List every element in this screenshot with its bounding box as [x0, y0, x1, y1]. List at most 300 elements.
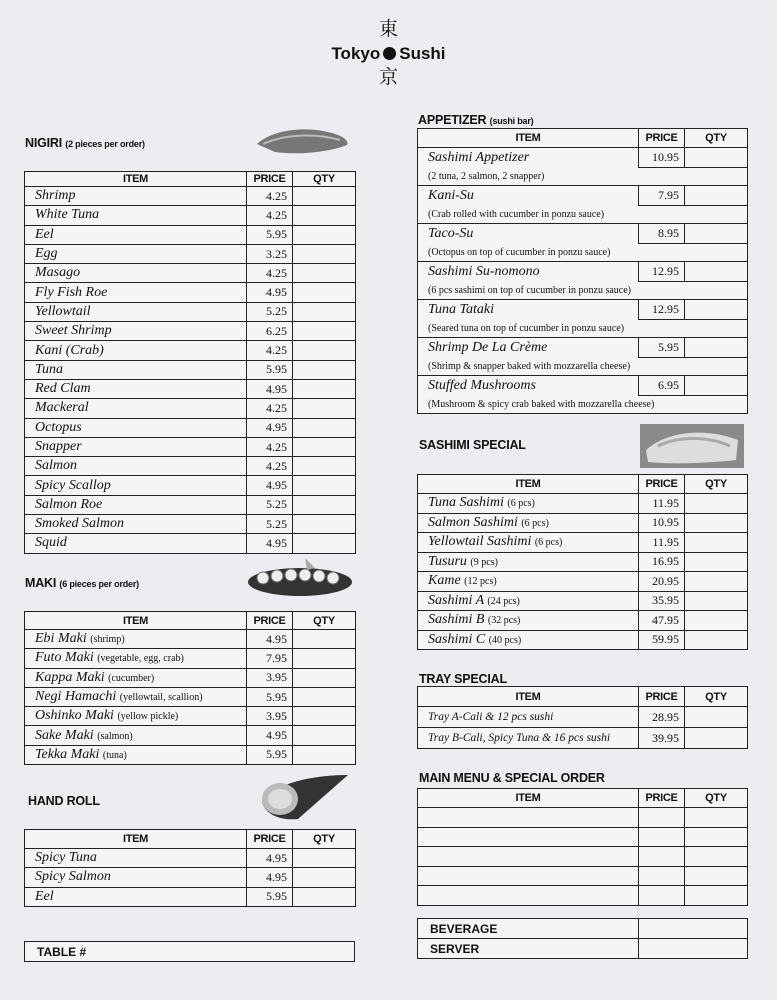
nigiri-row [25, 341, 356, 360]
qty-field[interactable] [685, 186, 748, 206]
item-price: 5.95 [247, 225, 293, 244]
nigiri-row [25, 534, 356, 553]
item-name-cell [418, 494, 639, 514]
item-price: 7.95 [639, 186, 685, 206]
qty-field[interactable] [293, 687, 356, 706]
nigiri-title: NIGIRI (2 pieces per order) [25, 136, 145, 150]
qty-field[interactable] [293, 849, 356, 868]
price-field[interactable] [639, 886, 685, 906]
qty-field[interactable] [685, 262, 748, 282]
qty-field[interactable] [293, 225, 356, 244]
qty-field[interactable] [293, 707, 356, 726]
appetizer-row [418, 224, 748, 244]
item-name-cell [25, 849, 247, 868]
hand-roll-title: HAND ROLL [28, 794, 100, 808]
item-description: (Shrimp & snapper baked with mozzarella cheese) [418, 358, 748, 376]
qty-field[interactable] [685, 552, 748, 572]
item-field[interactable] [418, 808, 639, 828]
item-name: Tray B-Cali, Spicy Tuna & 16 pcs sushi [428, 732, 611, 744]
item-price: 4.95 [247, 868, 293, 887]
tray-row [418, 728, 748, 749]
item-price: 5.25 [247, 302, 293, 321]
item-price: 8.95 [639, 224, 685, 244]
item-price: 11.95 [639, 494, 685, 514]
qty-field[interactable] [293, 868, 356, 887]
item-name-cell [418, 591, 639, 611]
item-price: 7.95 [247, 649, 293, 668]
appetizer-desc-row [418, 244, 748, 262]
nigiri-row [25, 244, 356, 263]
nigiri-row [25, 187, 356, 206]
nigiri-row [25, 515, 356, 534]
item-field[interactable] [418, 866, 639, 886]
item-note: (6 pcs) [534, 537, 563, 549]
col-price: PRICE [639, 789, 685, 808]
sashimi-row [418, 552, 748, 572]
item-price: 5.95 [247, 887, 293, 906]
item-note: (salmon) [97, 730, 133, 742]
qty-field[interactable] [685, 827, 748, 847]
blank-order-row [418, 827, 748, 847]
item-name: Octopus [35, 419, 82, 435]
item-description: (Octopus on top of cucumber in ponzu sauce) [418, 244, 748, 262]
price-field[interactable] [639, 847, 685, 867]
restaurant-name [0, 42, 777, 66]
item-name: Fly Fish Roe [35, 284, 108, 300]
item-name-cell [25, 225, 247, 244]
qty-field[interactable] [685, 148, 748, 168]
item-name: Egg [35, 246, 58, 262]
item-note: (32 pcs) [487, 615, 521, 627]
sashimi-row [418, 572, 748, 592]
item-name: Tekka Maki [35, 746, 100, 762]
item-name-cell [25, 534, 247, 553]
item-name: White Tuna [35, 207, 100, 223]
item-name-cell [25, 630, 247, 649]
sashimi-special-table [417, 474, 748, 650]
nigiri-row [25, 437, 356, 456]
item-name: Squid [35, 535, 67, 551]
item-price: 10.95 [639, 148, 685, 168]
item-name: Tuna Tataki [418, 300, 639, 320]
item-description: (2 tuna, 2 salmon, 2 snapper) [418, 168, 748, 186]
item-name: Tuna Sashimi [428, 495, 504, 511]
sashimi-row [418, 591, 748, 611]
item-name-cell [25, 302, 247, 321]
sashimi-row [418, 533, 748, 553]
item-name-cell [25, 495, 247, 514]
nigiri-row [25, 379, 356, 398]
item-name: Kappa Maki [35, 669, 105, 685]
item-name: Red Clam [35, 381, 91, 397]
item-price: 39.95 [639, 728, 685, 749]
item-description: (Seared tuna on top of cucumber in ponzu sauce) [418, 320, 748, 338]
item-price: 12.95 [639, 300, 685, 320]
item-name: Oshinko Maki [35, 708, 114, 724]
item-name-cell [25, 437, 247, 456]
blank-order-row [418, 866, 748, 886]
qty-field[interactable] [685, 572, 748, 592]
item-name: Smoked Salmon [35, 516, 125, 532]
qty-field[interactable] [293, 264, 356, 283]
col-qty: QTY [685, 475, 748, 494]
item-name: Mackeral [35, 400, 89, 416]
item-note: (40 pcs) [488, 634, 522, 646]
appetizer-desc-row [418, 206, 748, 224]
maki-row [25, 630, 356, 649]
appetizer-desc-row [418, 282, 748, 300]
qty-field[interactable] [293, 649, 356, 668]
item-name: Negi Hamachi [35, 689, 117, 705]
item-price: 6.95 [639, 376, 685, 396]
col-price: PRICE [639, 129, 685, 148]
appetizer-table [417, 128, 748, 414]
col-item: ITEM [418, 475, 639, 494]
nigiri-row [25, 264, 356, 283]
item-name: Sashimi B [428, 612, 485, 628]
item-name-cell [25, 264, 247, 283]
item-description: (Crab rolled with cucumber in ponzu sauce) [418, 206, 748, 224]
header [0, 18, 777, 88]
nigiri-row [25, 476, 356, 495]
nigiri-row [25, 302, 356, 321]
item-field[interactable] [418, 827, 639, 847]
item-name-cell [418, 533, 639, 553]
item-name: Sweet Shrimp [35, 323, 112, 339]
price-field[interactable] [639, 808, 685, 828]
item-price: 4.25 [247, 187, 293, 206]
item-name-cell [25, 399, 247, 418]
qty-field[interactable] [685, 866, 748, 886]
item-name: Shrimp De La Crème [418, 338, 639, 358]
item-price: 4.25 [247, 399, 293, 418]
hand-roll-table [24, 829, 356, 907]
item-name: Salmon [35, 458, 77, 474]
qty-field[interactable] [293, 399, 356, 418]
qty-field[interactable] [685, 376, 748, 396]
kanji-top: 東 [378, 18, 398, 40]
item-price: 4.25 [247, 341, 293, 360]
item-name: Tusuru [428, 553, 467, 569]
blank-order-row [418, 847, 748, 867]
item-price: 20.95 [639, 572, 685, 592]
nigiri-row [25, 399, 356, 418]
appetizer-row [418, 338, 748, 358]
item-price: 3.95 [247, 707, 293, 726]
item-name: Eel [35, 888, 54, 904]
item-name-cell [25, 868, 247, 887]
item-note: (vegetable, egg, crab) [97, 653, 184, 665]
item-name-cell [25, 244, 247, 263]
hand-roll-image [258, 771, 353, 823]
item-price: 4.95 [247, 726, 293, 745]
qty-field[interactable] [293, 379, 356, 398]
item-price: 4.25 [247, 457, 293, 476]
kanji-bottom: 京 [378, 66, 398, 88]
nigiri-row [25, 418, 356, 437]
item-name-cell [418, 611, 639, 631]
sashimi-row [418, 611, 748, 631]
appetizer-row [418, 300, 748, 320]
qty-field[interactable] [293, 206, 356, 225]
qty-field[interactable] [685, 611, 748, 631]
item-name-cell [418, 630, 639, 650]
item-note: (yellow pickle) [117, 711, 179, 723]
maki-title: MAKI (6 pieces per order) [25, 576, 139, 590]
item-description: (Mushroom & spicy crab baked with mozzarella cheese) [418, 396, 748, 414]
nigiri-row [25, 206, 356, 225]
tray-special-title: TRAY SPECIAL [419, 672, 507, 686]
item-name: Snapper [35, 439, 82, 454]
item-price: 10.95 [639, 513, 685, 533]
qty-field[interactable] [685, 886, 748, 906]
qty-field[interactable] [293, 495, 356, 514]
item-price: 4.95 [247, 630, 293, 649]
qty-field[interactable] [293, 630, 356, 649]
nigiri-row [25, 360, 356, 379]
maki-row [25, 726, 356, 745]
item-price: 28.95 [639, 707, 685, 728]
item-note: (yellowtail, scallion) [119, 692, 203, 704]
qty-field[interactable] [685, 338, 748, 358]
sashimi-row [418, 513, 748, 533]
col-qty: QTY [293, 830, 356, 849]
item-name: Yellowtail Sashimi [428, 534, 532, 550]
qty-field[interactable] [293, 745, 356, 764]
item-field[interactable] [418, 886, 639, 906]
nigiri-row [25, 495, 356, 514]
item-note: (tuna) [102, 749, 127, 761]
table-number-label[interactable]: TABLE # [25, 942, 355, 962]
item-name: Ebi Maki [35, 631, 87, 647]
item-price: 5.95 [247, 745, 293, 764]
item-name-cell [25, 360, 247, 379]
item-name: Spicy Tuna [35, 850, 97, 866]
item-note: (9 pcs) [470, 556, 498, 568]
item-name: Sashimi Appetizer [418, 148, 639, 168]
maki-table [24, 611, 356, 765]
col-item: ITEM [25, 830, 247, 849]
item-name-cell [25, 668, 247, 687]
item-name-cell [25, 418, 247, 437]
nigiri-row [25, 283, 356, 302]
appetizer-desc-row [418, 168, 748, 186]
item-name: Eel [35, 226, 54, 242]
item-price: 4.95 [247, 476, 293, 495]
blank-order-row [418, 886, 748, 906]
item-name: Sashimi C [428, 631, 486, 647]
item-name: Shrimp [35, 188, 76, 204]
item-price: 4.95 [247, 534, 293, 553]
brand-right: Sushi [399, 44, 446, 63]
maki-row [25, 668, 356, 687]
qty-field[interactable] [685, 728, 748, 749]
item-name-cell [25, 887, 247, 906]
qty-field[interactable] [685, 808, 748, 828]
server-label: SERVER [418, 939, 639, 959]
qty-field[interactable] [293, 476, 356, 495]
appetizer-row [418, 148, 748, 168]
item-price: 3.95 [247, 668, 293, 687]
item-name: Kame [428, 573, 461, 589]
qty-field[interactable] [685, 630, 748, 650]
item-name-cell [25, 206, 247, 225]
item-name: Salmon Roe [35, 496, 103, 512]
item-price: 35.95 [639, 591, 685, 611]
item-price: 5.95 [639, 338, 685, 358]
item-name: Spicy Scallop [35, 477, 111, 493]
item-name-cell [25, 687, 247, 706]
qty-field[interactable] [685, 513, 748, 533]
item-name: Kani (Crab) [35, 342, 104, 358]
qty-field[interactable] [293, 457, 356, 476]
col-item: ITEM [418, 789, 639, 808]
item-name: Sashimi Su-nomono [418, 262, 639, 282]
col-price: PRICE [639, 687, 685, 707]
sashimi-plate-image [638, 420, 746, 470]
item-name: Spicy Salmon [35, 869, 111, 885]
item-name-cell [25, 745, 247, 764]
item-name-cell [25, 515, 247, 534]
qty-field[interactable] [293, 360, 356, 379]
qty-field[interactable] [685, 591, 748, 611]
price-field[interactable] [639, 827, 685, 847]
maki-row [25, 687, 356, 706]
item-name: Taco-Su [418, 224, 639, 244]
item-price: 5.25 [247, 495, 293, 514]
item-name-cell [418, 707, 639, 728]
brand-dot-icon [383, 47, 396, 60]
brand-left: Tokyo [331, 44, 381, 63]
item-price: 4.25 [247, 206, 293, 225]
item-price: 3.25 [247, 244, 293, 263]
item-field[interactable] [418, 847, 639, 867]
item-price: 47.95 [639, 611, 685, 631]
qty-field[interactable] [685, 224, 748, 244]
item-price: 4.25 [247, 264, 293, 283]
col-qty: QTY [293, 612, 356, 630]
hand-roll-row [25, 887, 356, 906]
maki-roll-image [245, 556, 355, 604]
qty-field[interactable] [685, 533, 748, 553]
nigiri-fish-image [255, 124, 350, 158]
qty-field[interactable] [293, 283, 356, 302]
item-price: 16.95 [639, 552, 685, 572]
item-note: (6 pcs) [507, 498, 535, 510]
item-price: 4.95 [247, 849, 293, 868]
item-price: 11.95 [639, 533, 685, 553]
sashimi-special-title: SASHIMI SPECIAL [419, 438, 526, 452]
item-price: 6.25 [247, 322, 293, 341]
qty-field[interactable] [293, 244, 356, 263]
appetizer-row [418, 186, 748, 206]
item-name-cell [418, 728, 639, 749]
item-price: 5.25 [247, 515, 293, 534]
item-price: 12.95 [639, 262, 685, 282]
qty-field[interactable] [293, 322, 356, 341]
col-price: PRICE [639, 475, 685, 494]
item-price: 4.95 [247, 379, 293, 398]
qty-field[interactable] [685, 707, 748, 728]
col-price: PRICE [247, 612, 293, 630]
appetizer-desc-row [418, 320, 748, 338]
item-price: 59.95 [639, 630, 685, 650]
qty-field[interactable] [685, 300, 748, 320]
qty-field[interactable] [685, 494, 748, 514]
qty-field[interactable] [293, 437, 356, 456]
beverage-field[interactable] [639, 919, 748, 939]
item-name: Futo Maki [35, 650, 94, 666]
qty-field[interactable] [293, 515, 356, 534]
qty-field[interactable] [293, 726, 356, 745]
item-note: (cucumber) [108, 672, 155, 684]
maki-row [25, 745, 356, 764]
appetizer-desc-row [418, 358, 748, 376]
main-menu-title: MAIN MENU & SPECIAL ORDER [419, 771, 605, 785]
qty-field[interactable] [685, 847, 748, 867]
qty-field[interactable] [293, 302, 356, 321]
item-price: 5.95 [247, 687, 293, 706]
item-description: (6 pcs sashimi on top of cucumber in ponzu sauce) [418, 282, 748, 300]
item-note: (shrimp) [90, 634, 125, 646]
item-name-cell [418, 513, 639, 533]
nigiri-table [24, 171, 356, 554]
item-name-cell [25, 457, 247, 476]
sashimi-row [418, 630, 748, 650]
col-qty: QTY [685, 789, 748, 808]
item-name-cell [25, 379, 247, 398]
nigiri-row [25, 457, 356, 476]
item-name-cell [25, 341, 247, 360]
appetizer-title: APPETIZER (sushi bar) [418, 113, 534, 127]
item-name-cell [25, 187, 247, 206]
qty-field[interactable] [293, 887, 356, 906]
item-name: Tray A-Cali & 12 pcs sushi [428, 711, 554, 723]
appetizer-row [418, 262, 748, 282]
col-qty: QTY [685, 687, 748, 707]
col-price: PRICE [247, 172, 293, 187]
qty-field[interactable] [293, 418, 356, 437]
item-name: Stuffed Mushrooms [418, 376, 639, 396]
main-menu-table [417, 788, 748, 906]
col-item: ITEM [418, 129, 639, 148]
item-name-cell [418, 552, 639, 572]
col-item: ITEM [418, 687, 639, 707]
item-name: Yellowtail [35, 303, 91, 319]
item-name-cell [25, 322, 247, 341]
appetizer-row [418, 376, 748, 396]
price-field[interactable] [639, 866, 685, 886]
qty-field[interactable] [293, 341, 356, 360]
qty-field[interactable] [293, 534, 356, 553]
col-item: ITEM [25, 612, 247, 630]
appetizer-desc-row [418, 396, 748, 414]
col-qty: QTY [293, 172, 356, 187]
item-name-cell [25, 707, 247, 726]
beverage-label: BEVERAGE [418, 919, 639, 939]
item-name-cell [25, 476, 247, 495]
nigiri-row [25, 225, 356, 244]
qty-field[interactable] [293, 187, 356, 206]
blank-order-row [418, 808, 748, 828]
item-name: Tuna [35, 361, 64, 377]
item-name-cell [418, 572, 639, 592]
item-price: 5.95 [247, 360, 293, 379]
item-note: (24 pcs) [487, 595, 520, 607]
item-name: Masago [35, 265, 81, 281]
qty-field[interactable] [293, 668, 356, 687]
server-field[interactable] [639, 939, 748, 959]
